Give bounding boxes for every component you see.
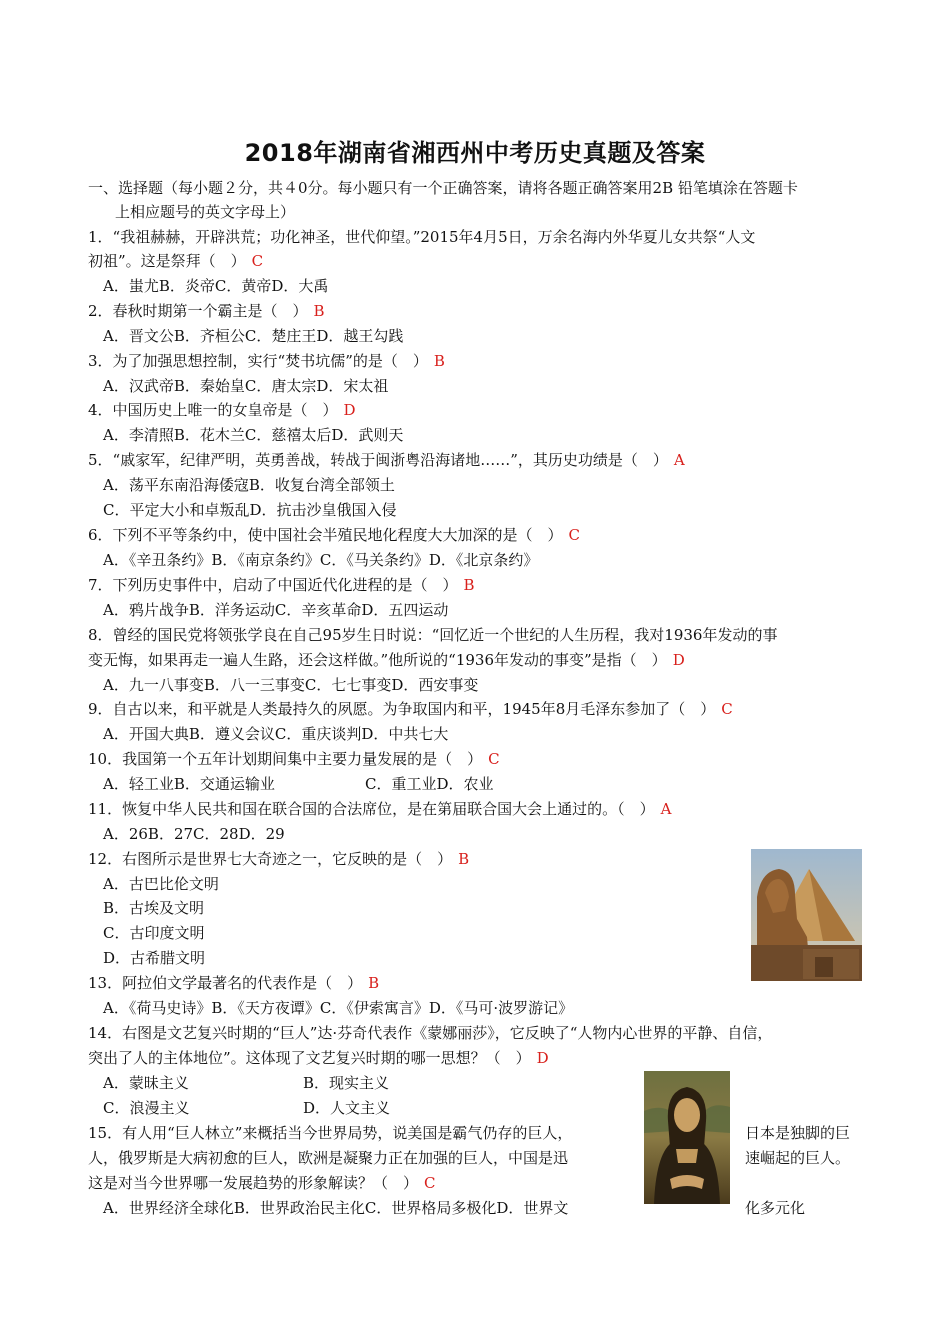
q13-options: A．《荷马史诗》B．《天方夜谭》C．《伊索寓言》D．《马可·波罗游记》 (103, 999, 574, 1017)
q4-stem-text: 4．中国历史上唯一的女皇帝是（ ） (88, 401, 338, 419)
q14-stem-line2 (88, 1048, 549, 1068)
q9-stem-text: 9．自古以来，和平就是人类最持久的夙愿。为争取国内和平，1945年8月毛泽东参加了（ ） (88, 700, 716, 718)
q10-answer: C (488, 750, 500, 768)
q9-options: A．开国大典B．遵义会议C．重庆谈判D．中共七大 (103, 725, 449, 743)
q7-stem-line (88, 575, 475, 595)
q14-option-c: C．浪漫主义 (103, 1099, 190, 1117)
q15-stem-line1b: 日本是独脚的巨 (745, 1124, 851, 1142)
q5-stem-line (88, 450, 685, 470)
q15-stem-line2a: 人，俄罗斯是大病初愈的巨人，欧洲是凝聚力正在加强的巨人，中国是迅 (88, 1149, 569, 1167)
q14-stem-text: 突出了人的主体地位”。这体现了文艺复兴时期的哪一思想？（ ） (88, 1049, 531, 1067)
q15-stem-text: 这是对当今世界哪一发展趋势的形象解读？（ ） (88, 1174, 419, 1192)
q9-answer: C (721, 700, 733, 718)
q7-options: A．鸦片战争B．洋务运动C．辛亥革命D．五四运动 (103, 601, 449, 619)
q8-stem-text: 变无悔，如果再走一遍人生路，还会这样做。”他所说的“1936年发动的事变”是指（ ） (88, 651, 667, 669)
q8-answer: D (672, 651, 685, 669)
q14-option-a: A．蒙昧主义 (103, 1074, 189, 1092)
q6-stem-line (88, 525, 580, 545)
q6-answer: C (568, 526, 581, 544)
q15-options-a: A．世界经济全球化B．世界政治民主化C．世界格局多极化D．世界文 (103, 1199, 569, 1217)
page-title: 2018年湖南省湘西州中考历史真题及答案 (244, 139, 706, 167)
q11-answer: A (660, 800, 672, 818)
q1-stem-line1: 1．“我祖赫赫，开辟洪荒；功化神圣，世代仰望。”2015年4月5日，万余名海内外华夏儿女共祭“人文 (88, 228, 756, 246)
q6-stem-text: 6．下列不平等条约中，使中国社会半殖民地化程度大大加深的是（ ） (88, 526, 563, 544)
q2-answer: B (313, 302, 325, 320)
q1-stem-text: 初祖”。这是祭拜（ ） (88, 252, 246, 270)
q15-stem-line2b: 速崛起的巨人。 (745, 1149, 851, 1167)
q12-stem-text: 12．右图所示是世界七大奇迹之一，它反映的是（ ） (88, 850, 453, 868)
q5-options-line2: C．平定大小和卓叛乱D．抗击沙皇俄国入侵 (103, 501, 397, 519)
q11-options: A．26B．27C．28D．29 (103, 825, 285, 843)
q12-option-d: D．古希腊文明 (103, 949, 206, 967)
q8-stem-line1: 8．曾经的国民党将领张学良在自己95岁生日时说：“回忆近一个世纪的人生历程，我对1936年发动的事 (88, 626, 778, 644)
q15-answer: C (424, 1174, 436, 1192)
q9-stem-line (88, 699, 733, 719)
q15-stem-line1a: 15．有人用“巨人林立”来概括当今世界局势，说美国是霸气仍存的巨人， (88, 1124, 573, 1142)
q4-options: A．李清照B．花木兰C．慈禧太后D．武则天 (103, 426, 404, 444)
sphinx-pyramid-image (751, 849, 862, 981)
q6-options: A．《辛丑条约》B．《南京条约》C．《马关条约》D．《北京条约》 (103, 551, 539, 569)
q12-option-c: C．古印度文明 (103, 924, 205, 942)
q14-option-d: D．人文主义 (303, 1099, 391, 1117)
q3-answer: B (433, 352, 445, 370)
q15-options-b: 化多元化 (745, 1199, 806, 1217)
q12-answer: B (458, 850, 470, 868)
q10-options-b: C．重工业D．农业 (365, 775, 494, 793)
q4-stem-line (88, 400, 356, 420)
q3-options: A．汉武帝B．秦始皇C．唐太宗D．宋太祖 (103, 377, 389, 395)
q7-answer: B (463, 576, 475, 594)
q11-stem-text: 11．恢复中华人民共和国在联合国的合法席位，是在第届联合国大会上通过的。（ ） (88, 800, 655, 818)
q15-stem-line3 (88, 1173, 436, 1193)
q13-answer: B (368, 974, 380, 992)
q5-stem-text: 5．“戚家军，纪律严明，英勇善战，转战于闽浙粤沿海诸地……”，其历史功绩是（ ） (88, 451, 668, 469)
q12-stem-line (88, 849, 469, 869)
q13-stem-text: 13．阿拉伯文学最著名的代表作是（ ） (88, 974, 363, 992)
q1-options: A．蚩尤B．炎帝C．黄帝D．大禹 (103, 277, 329, 295)
q3-stem-text: 3．为了加强思想控制，实行“焚书坑儒”的是（ ） (88, 352, 428, 370)
q4-answer: D (343, 401, 356, 419)
q14-stem-line1: 14．右图是文艺复兴时期的“巨人”达·芬奇代表作《蒙娜丽莎》，它反映了“人物内心世界的平静、自信， (88, 1024, 773, 1042)
section-heading-line1: 一、选择题（每小题２分，共４0分。每小题只有一个正确答案，请将各题正确答案用2B 铅笔填涂在答题卡 (88, 179, 798, 197)
q8-stem-line2 (88, 650, 685, 670)
section-heading-line2: 上相应题号的英文字母上） (115, 203, 296, 221)
q10-stem-text: 10．我国第一个五年计划期间集中主要力量发展的是（ ） (88, 750, 483, 768)
q2-stem-text: 2．春秋时期第一个霸主是（ ） (88, 302, 308, 320)
q3-stem-line (88, 351, 445, 371)
q1-answer: C (251, 252, 264, 270)
q7-stem-text: 7．下列历史事件中，启动了中国近代化进程的是（ ） (88, 576, 458, 594)
q11-stem-line (88, 799, 671, 819)
q10-options-a: A．轻工业B．交通运输业 (103, 775, 275, 793)
q2-stem-line (88, 301, 325, 321)
q10-stem-line (88, 749, 500, 769)
q14-option-b: B．现实主义 (303, 1074, 390, 1092)
q13-stem-line (88, 973, 379, 993)
mona-lisa-image (644, 1071, 730, 1204)
q12-option-b: B．古埃及文明 (103, 899, 205, 917)
q1-stem-line2 (88, 251, 263, 271)
q8-options: A．九一八事变B．八一三事变C．七七事变D．西安事变 (103, 676, 479, 694)
q5-answer: A (673, 451, 685, 469)
q5-options-line1: A．荡平东南沿海倭寇B．收复台湾全部领土 (103, 476, 395, 494)
q2-options: A．晋文公B．齐桓公C．楚庄王D．越王勾践 (103, 327, 404, 345)
q14-answer: D (536, 1049, 549, 1067)
q12-option-a: A．古巴比伦文明 (103, 875, 219, 893)
